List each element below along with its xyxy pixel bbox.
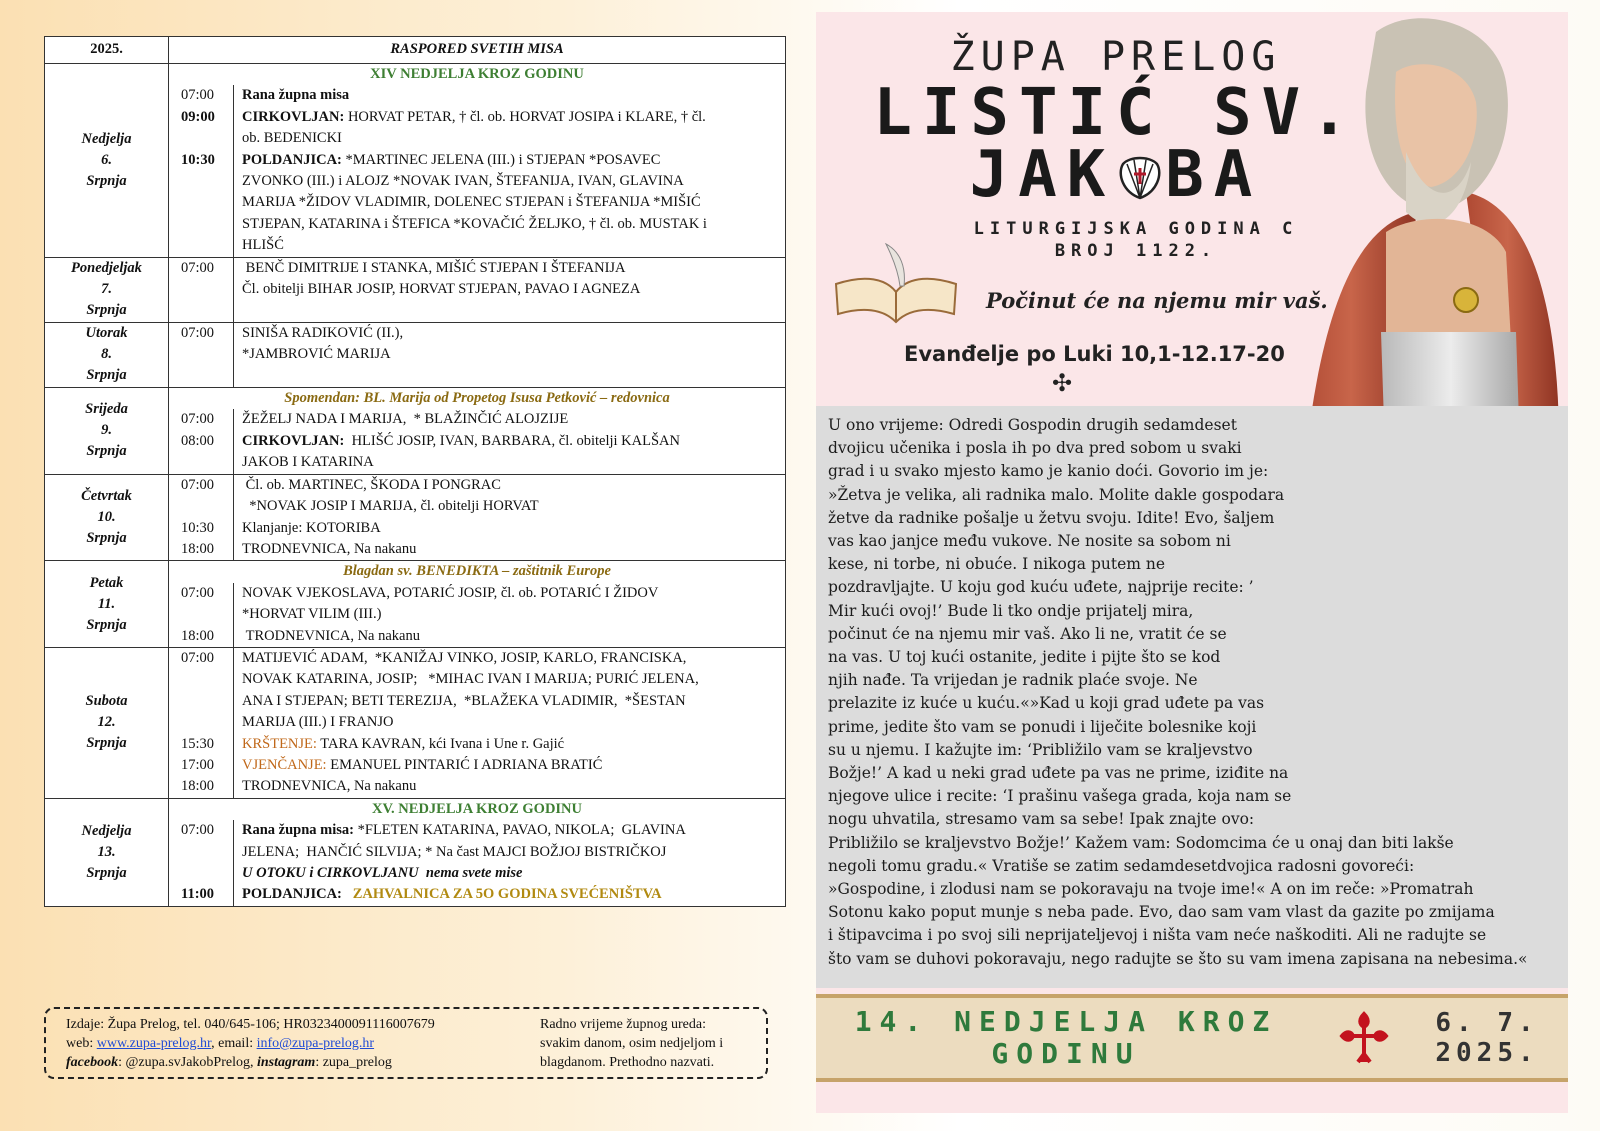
mass-schedule-table <box>44 36 786 907</box>
gospel-line: »Žetva je velika, ali radnika malo. Molite dakle gospodara <box>828 485 1285 504</box>
gospel-line: i štipavcima i po svoj sili neprijateljevoj i ništa vam neće naškoditi. Ali ne radujte se <box>828 926 1487 945</box>
day-masses <box>169 64 786 258</box>
cross-of-saint-james-icon <box>1336 1010 1392 1066</box>
mass-entry <box>169 496 785 517</box>
feast-title: Spomendan: BL. Marija od Propetog Isusa Petković – redovnica <box>284 390 670 407</box>
schedule-day-row <box>45 561 786 648</box>
mass-intention: Rana župna misa <box>233 85 785 106</box>
contact-line: web: www.zupa-prelog.hr, email: info@zupa-prelog.hr <box>66 1036 375 1051</box>
mass-intention: Čl. obitelji BIHAR JOSIP, HORVAT STJEPAN, PAVAO I AGNEZA <box>233 279 785 300</box>
day-label: Nedjelja 6. Srpnja <box>45 64 169 258</box>
mass-intention: HLIŠĆ <box>233 235 785 256</box>
mass-entry <box>169 712 785 733</box>
gospel-quote: Počinut će na njemu mir vaš. <box>986 288 1328 313</box>
mass-entry <box>169 300 785 321</box>
schedule-year: 2025. <box>45 37 169 64</box>
mass-intention: POLDANJICA: ZAHVALNICA ZA 5O GODINA SVEĆENIŠTVA <box>233 884 785 905</box>
mass-time <box>169 366 233 387</box>
mass-intention: STJEPAN, KATARINA i ŠTEFICA *KOVAČIĆ ŽELJKO, † čl. ob. MUSTAK i <box>233 214 785 235</box>
day-masses <box>169 388 786 475</box>
day-masses <box>169 561 786 648</box>
mass-intention: NOVAK KATARINA, JOSIP; *MIHAC IVAN I MARIJA; PURIĆ JELENA, <box>233 669 785 690</box>
gospel-line: njegove ulice i recite: ‘I prašinu vašega grada, koja nam se <box>828 787 1292 806</box>
mass-time: 10:30 <box>181 151 215 168</box>
day-label: Subota 12. Srpnja <box>45 647 169 798</box>
mass-intention: *JAMBROVIĆ MARIJA <box>233 344 785 365</box>
gospel-line: njih nađe. Ta vrijedan je radnik plaće svoje. Ne <box>828 671 1198 690</box>
day-label: Petak 11. Srpnja <box>45 561 169 648</box>
mass-entry <box>169 366 785 387</box>
mass-time <box>169 452 233 473</box>
day-label: Nedjelja 13. Srpnja <box>45 798 169 906</box>
mass-entry <box>169 539 785 560</box>
mass-intention: MATIJEVIĆ ADAM, *KANIŽAJ VINKO, JOSIP, KARLO, FRANCISKA, <box>233 648 785 669</box>
gospel-line: počinut će na njemu mir vaš. Ako li ne, vratit će se <box>828 624 1227 643</box>
mass-time: 18:00 <box>181 540 215 557</box>
gospel-line: su u njemu. I kažujte im: ‘Približilo vam se kraljevstvo <box>828 740 1253 759</box>
day-masses <box>169 322 786 387</box>
gospel-line: prime, jedite što vam se ponudi i liječite bolesnike koji <box>828 717 1257 736</box>
mass-time <box>169 171 233 192</box>
mass-intention: U OTOKU i CIRKOVLJANU nema svete mise <box>233 863 785 884</box>
feast-title: Blagdan sv. BENEDIKTA – zaštitnik Europe <box>343 563 611 580</box>
sunday-title: 14. NEDJELJA KROZ GODINU <box>854 1005 1278 1070</box>
gospel-line: U ono vrijeme: Odredi Gospodin drugih sedamdeset <box>828 416 1237 434</box>
sunday-section-title: XV. NEDJELJA KROZ GODINU <box>371 800 583 817</box>
mass-intention: BENČ DIMITRIJE I STANKA, MIŠIĆ STJEPAN I ŠTEFANIJA <box>233 258 785 279</box>
mass-time: 07:00 <box>181 584 215 601</box>
day-masses <box>169 798 786 906</box>
day-label: Četvrtak 10. Srpnja <box>45 474 169 561</box>
mass-time <box>169 300 233 321</box>
mass-time <box>169 214 233 235</box>
mass-entry <box>169 323 785 344</box>
mass-intention: Klanjanje: KOTORIBA <box>233 518 785 539</box>
day-masses <box>169 474 786 561</box>
mass-intention: CIRKOVLJAN: HLIŠĆ JOSIP, IVAN, BARBARA, čl. obitelji KALŠAN <box>233 431 785 452</box>
gospel-line: Božje!’ A kad u neki grad uđete pa vas ne prime, iziđite na <box>828 764 1289 783</box>
mass-time: 07:00 <box>181 411 215 428</box>
day-label: Srijeda 9. Srpnja <box>45 388 169 475</box>
gospel-line: grad i u svako mjesto kamo je kanio doći. Govorio im je: <box>828 462 1269 481</box>
mass-entry <box>169 648 785 669</box>
mass-entry <box>169 626 785 647</box>
newsletter-title: LISTIĆ SV. JAK BA <box>873 76 1359 212</box>
schedule-day-row <box>45 647 786 798</box>
mass-entry <box>169 669 785 690</box>
email-link[interactable]: info@zupa-prelog.hr <box>256 1036 375 1051</box>
gospel-line: na vas. U toj kući ostanite, jedite i pijte što se kod <box>828 648 1221 667</box>
social-line: facebook: @zupa.svJakobPrelog, instagram: zupa_prelog <box>66 1055 392 1070</box>
schedule-day-row <box>45 64 786 258</box>
gospel-line: negoli tomu gradu.« Vratiše se zatim sedamdesetdvojica radosni govoreći: <box>828 856 1415 875</box>
mass-intention: ob. BEDENICKI <box>233 128 785 149</box>
parish-name: ŽUPA PRELOG <box>950 34 1282 80</box>
mass-time <box>169 344 233 365</box>
schedule-day-row <box>45 474 786 561</box>
mass-intention: JAKOB I KATARINA <box>233 452 785 473</box>
mass-entry <box>169 344 785 365</box>
mass-entry <box>169 776 785 797</box>
mass-entry <box>169 755 785 776</box>
gospel-text <box>828 414 1528 971</box>
website-link[interactable]: www.zupa-prelog.hr <box>96 1036 212 1051</box>
mass-intention <box>233 300 785 321</box>
mass-time <box>169 712 233 733</box>
mass-intention: Rana župna misa: *FLETEN KATARINA, PAVAO, NIKOLA; GLAVINA <box>233 820 785 841</box>
mass-time: 10:30 <box>181 519 215 536</box>
sunday-banner <box>816 994 1568 1082</box>
mass-time: 07:00 <box>181 324 215 341</box>
mass-entry <box>169 85 785 106</box>
cover-page <box>816 12 1568 1113</box>
mass-time: 17:00 <box>181 756 215 773</box>
mass-entry <box>169 235 785 256</box>
schedule-day-row <box>45 257 786 322</box>
mass-time <box>169 842 233 863</box>
liturgical-info: LITURGIJSKA GODINA C BROJ 1122. <box>973 219 1299 261</box>
mass-entry <box>169 583 785 604</box>
sunday-section-title: XIV NEDJELJA KROZ GODINU <box>370 66 584 82</box>
publisher-footer <box>44 1007 768 1079</box>
mass-intention: MARIJA *ŽIDOV VLADIMIR, DOLENEC STJEPAN i ŠTEFANIJA *MIŠIĆ <box>233 192 785 213</box>
mass-entry <box>169 452 785 473</box>
schedule-day-row <box>45 388 786 475</box>
mass-entry <box>169 150 785 171</box>
mass-intention: SINIŠA RADIKOVIĆ (II.), <box>233 323 785 344</box>
gospel-line: kese, ni torbe, ni obuće. I nikoga putem ne <box>828 555 1166 574</box>
mass-time: 15:30 <box>181 735 215 752</box>
publisher-info <box>66 1015 435 1072</box>
mass-time: 09:00 <box>181 108 215 125</box>
day-label: Ponedjeljak 7. Srpnja <box>45 257 169 322</box>
mass-entry <box>169 884 785 905</box>
mass-entry <box>169 431 785 452</box>
mass-time: 18:00 <box>181 778 215 795</box>
mass-time: 07:00 <box>181 476 215 493</box>
scallop-shell-icon <box>1115 154 1165 202</box>
mass-time <box>169 235 233 256</box>
gospel-line: vas kao janjce među vukove. Ne nosite sa sobom ni <box>828 532 1231 551</box>
issue-date: 6. 7. 2025. <box>1435 1008 1539 1068</box>
day-masses <box>169 647 786 798</box>
cross-ornament-icon: ✣ <box>1052 371 1073 397</box>
mass-entry <box>169 128 785 149</box>
mass-entry <box>169 863 785 884</box>
mass-time: 07:00 <box>181 87 215 104</box>
mass-time <box>169 128 233 149</box>
mass-time <box>169 604 233 625</box>
mass-intention: VJENČANJE: EMANUEL PINTARIĆ I ADRIANA BRATIĆ <box>233 755 785 776</box>
mass-entry <box>169 475 785 496</box>
mass-intention <box>233 366 785 387</box>
mass-intention: ZVONKO (III.) i ALOJZ *NOVAK IVAN, ŠTEFANIJA, IVAN, GLAVINA <box>233 171 785 192</box>
gospel-line: prelazite iz kuće u kuću.«»Kad u koji grad uđete pa vas <box>828 694 1265 713</box>
mass-entry <box>169 691 785 712</box>
mass-intention: TRODNEVNICA, Na nakanu <box>233 776 785 797</box>
mass-time: 07:00 <box>181 822 215 839</box>
mass-intention: ŽEŽELJ NADA I MARIJA, * BLAŽINČIĆ ALOJZIJE <box>233 409 785 430</box>
mass-intention: CIRKOVLJAN: HORVAT PETAR, † čl. ob. HORVAT JOSIPA i KLARE, † čl. <box>233 107 785 128</box>
mass-intention: ANA I STJEPAN; BETI TEREZIJA, *BLAŽEKA VLADIMIR, *ŠESTAN <box>233 691 785 712</box>
mass-entry <box>169 409 785 430</box>
mass-intention: NOVAK VJEKOSLAVA, POTARIĆ JOSIP, čl. ob. POTARIĆ I ŽIDOV <box>233 583 785 604</box>
gospel-line: pozdravljajte. U koju god kuću uđete, najprije recite: ’ <box>828 578 1254 597</box>
mass-entry <box>169 604 785 625</box>
publisher-line: Izdaje: Župa Prelog, tel. 040/645-106; HR0323400091116007679 <box>66 1017 435 1032</box>
office-hours: Radno vrijeme župnog ureda: svakim danom, osim nedjeljom i blagdanom. Prethodno nazvati. <box>540 1017 724 1070</box>
mass-entry <box>169 518 785 539</box>
mass-time <box>169 691 233 712</box>
mass-entry <box>169 171 785 192</box>
gospel-line: nogu uhvatila, stresamo vam sa sebe! Ipak znajte ovo: <box>828 810 1255 829</box>
schedule-header-row <box>45 37 786 64</box>
mass-intention: POLDANJICA: *MARTINEC JELENA (III.) i STJEPAN *POSAVEC <box>233 150 785 171</box>
mass-entry <box>169 734 785 755</box>
day-label: Utorak 8. Srpnja <box>45 322 169 387</box>
mass-time: 11:00 <box>181 886 215 903</box>
mass-intention: *HORVAT VILIM (III.) <box>233 604 785 625</box>
mass-time <box>169 669 233 690</box>
gospel-line: »Gospodine, i zlodusi nam se pokoravaju na tvoje ime!« A on im reče: »Promatrah <box>828 880 1474 899</box>
mass-time: 18:00 <box>181 627 215 644</box>
mass-entry <box>169 258 785 279</box>
mass-intention: Čl. ob. MARTINEC, ŠKODA I PONGRAC <box>233 475 785 496</box>
gospel-line: dvojicu učenika i posla ih po dva pred sobom u svaki <box>828 439 1242 458</box>
mass-intention: *NOVAK JOSIP I MARIJA, čl. obitelji HORVAT <box>233 496 785 517</box>
mass-intention: MARIJA (III.) I FRANJO <box>233 712 785 733</box>
gospel-line: Sotonu kako poput munje s neba pade. Evo, dao sam vam vlast da gazite po zmijama <box>828 903 1495 922</box>
mass-intention: TRODNEVNICA, Na nakanu <box>233 626 785 647</box>
schedule-day-row <box>45 322 786 387</box>
mass-entry <box>169 820 785 841</box>
gospel-reference: Evanđelje po Luki 10,1-12.17-20 <box>904 342 1285 366</box>
mass-time <box>169 863 233 884</box>
mass-time: 07:00 <box>181 259 215 276</box>
mass-time <box>169 192 233 213</box>
mass-time: 08:00 <box>181 432 215 449</box>
schedule-day-row <box>45 798 786 906</box>
gospel-line: Približilo se kraljevstvo Božje!’ Kažem vam: Sodomcima će u onaj dan biti lakše <box>828 833 1454 852</box>
mass-intention: JELENA; HANČIĆ SILVIJA; * Na čast MAJCI BOŽJOJ BISTRIČKOJ <box>233 842 785 863</box>
mass-entry <box>169 842 785 863</box>
mass-intention: TRODNEVNICA, Na nakanu <box>233 539 785 560</box>
mass-time <box>169 279 233 300</box>
mass-intention: KRŠTENJE: TARA KAVRAN, kći Ivana i Une r. Gajić <box>233 734 785 755</box>
gospel-line: što vam se duhovi pokoravaju, nego radujte se što su vam imena zapisana na nebesima.« <box>828 949 1528 968</box>
mass-entry <box>169 107 785 128</box>
mass-entry <box>169 279 785 300</box>
gospel-line: Mir kući ovoj!’ Bude li tko ondje prijatelj mira, <box>828 601 1194 620</box>
schedule-title: RASPORED SVETIH MISA <box>169 37 786 64</box>
mass-time: 07:00 <box>181 649 215 666</box>
day-masses <box>169 257 786 322</box>
mass-entry <box>169 214 785 235</box>
mass-entry <box>169 192 785 213</box>
mass-time <box>169 496 233 517</box>
gospel-line: žetve da radnike pošalje u žetvu svoju. Idite! Evo, šaljem <box>828 508 1275 527</box>
